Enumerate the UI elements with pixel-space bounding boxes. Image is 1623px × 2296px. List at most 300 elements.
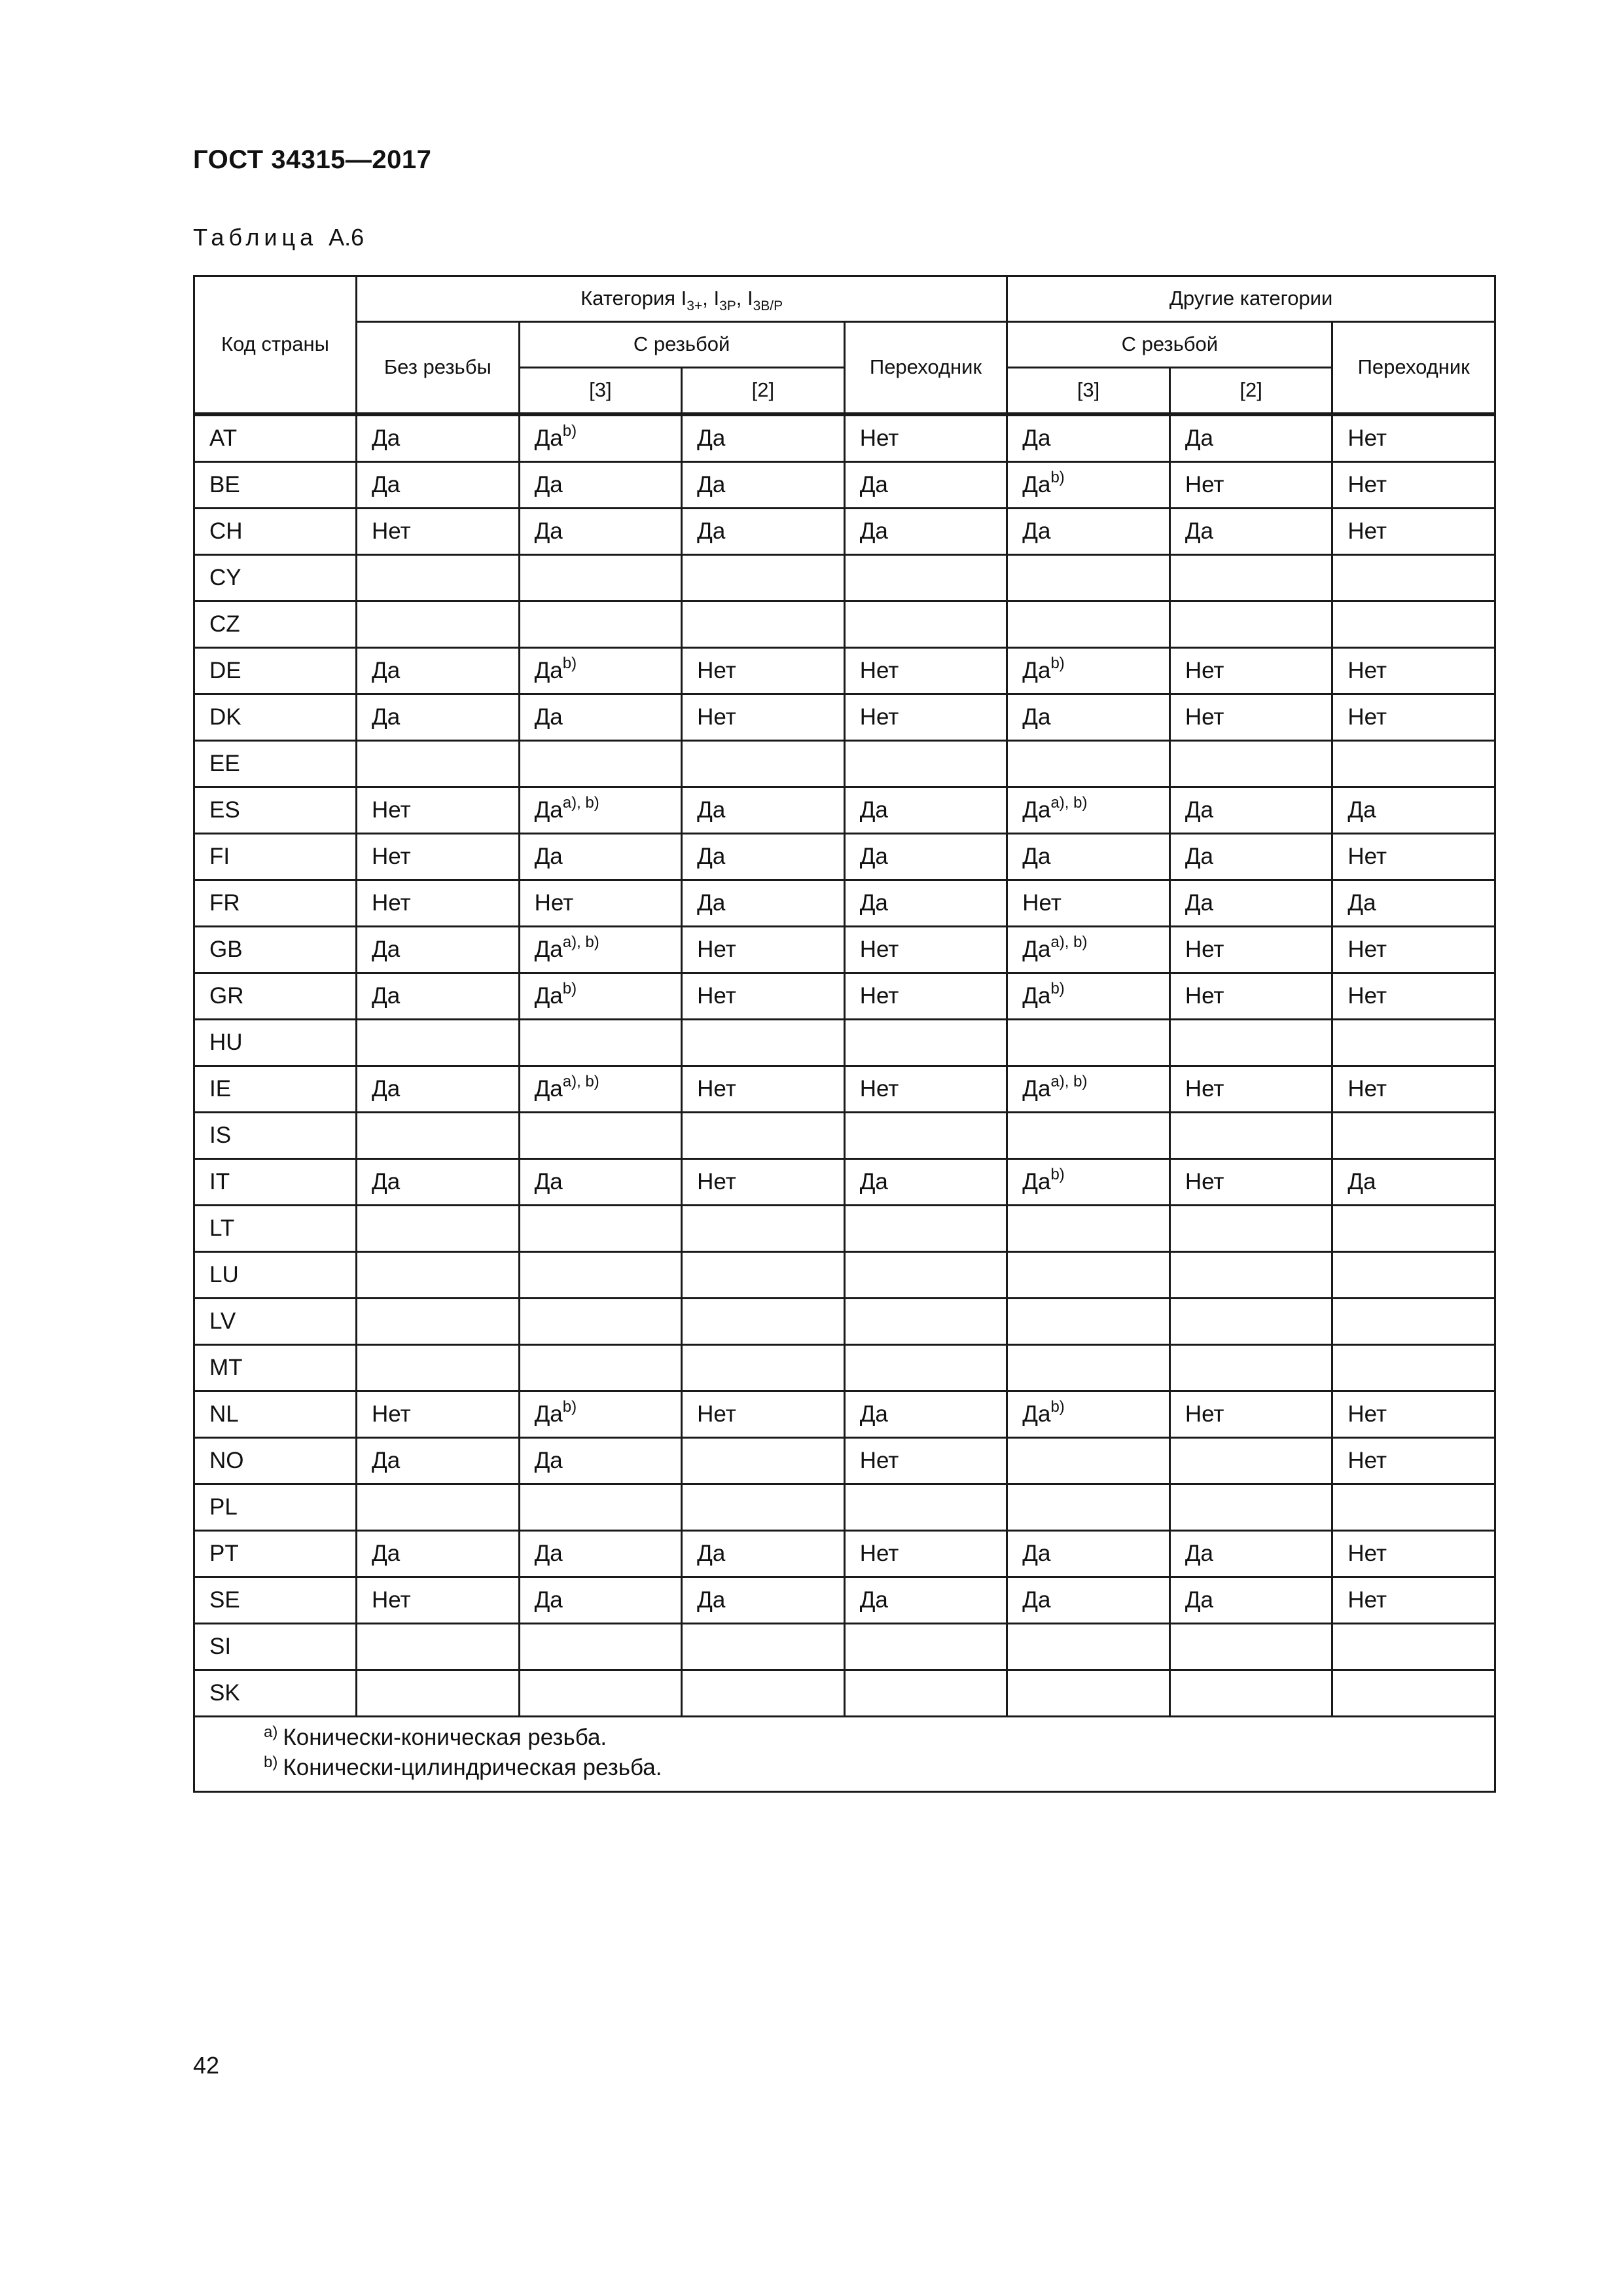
country-code-cell: SK <box>194 1670 357 1717</box>
cell-value: Нет <box>859 704 899 730</box>
cell-value: Да <box>534 472 563 497</box>
table-cell <box>1169 462 1332 509</box>
table-container <box>193 275 1494 1793</box>
table-cell <box>682 1438 845 1484</box>
notes-cell <box>194 1717 1495 1792</box>
table-cell <box>844 1670 1007 1717</box>
cell-value: Да <box>1022 658 1051 683</box>
cell-value: Да <box>534 658 563 683</box>
cell-value: Нет <box>697 937 736 962</box>
cell-value: Нет <box>859 425 899 451</box>
cell-value: Да <box>697 472 726 497</box>
cell-value: Да <box>1347 1169 1376 1194</box>
table-cell <box>1332 880 1495 927</box>
table-cell <box>1169 1624 1332 1670</box>
table-cell <box>1007 601 1170 648</box>
table-body <box>194 414 1495 1717</box>
cell-value: Да <box>372 1076 401 1102</box>
country-code-cell: IE <box>194 1066 357 1113</box>
page-number: 42 <box>193 2052 220 2079</box>
cell-value: Нет <box>372 1587 411 1613</box>
table-cell <box>519 927 682 973</box>
table-cell <box>844 973 1007 1020</box>
header-group-other-categories: Другие категории <box>1007 276 1495 322</box>
table-row <box>194 1345 1495 1391</box>
cell-value: Да <box>534 704 563 730</box>
table-cell <box>682 1670 845 1717</box>
table-cell <box>1007 880 1170 927</box>
cell-value: Нет <box>859 1448 899 1473</box>
country-code-cell: SE <box>194 1577 357 1624</box>
table-cell <box>682 834 845 880</box>
table-cell <box>1007 694 1170 741</box>
table-cell <box>1169 1066 1332 1113</box>
table-cell <box>1332 414 1495 462</box>
connections-table <box>193 275 1496 1793</box>
header-row-2 <box>194 322 1495 368</box>
cell-value: Нет <box>372 1401 411 1427</box>
table-row <box>194 1113 1495 1159</box>
footnote-mark: b) <box>562 422 577 440</box>
table-cell <box>519 414 682 462</box>
table-cell <box>519 1066 682 1113</box>
table-cell <box>357 787 520 834</box>
cell-value: Нет <box>372 890 411 916</box>
table-cell <box>1169 1484 1332 1531</box>
table-cell <box>519 1113 682 1159</box>
cell-value: Да <box>1022 704 1051 730</box>
table-row <box>194 1206 1495 1252</box>
table-cell <box>519 1391 682 1438</box>
table-cell <box>1007 1531 1170 1577</box>
table-cell <box>1169 880 1332 927</box>
table-cell <box>519 1206 682 1252</box>
table-cell <box>682 1206 845 1252</box>
table-cell <box>1332 973 1495 1020</box>
header-adapter-1: Переходник <box>844 322 1007 415</box>
table-cell <box>519 1020 682 1066</box>
table-cell <box>357 1577 520 1624</box>
cell-value: Да <box>534 797 563 823</box>
cell-value: Да <box>1347 890 1376 916</box>
note-a-mark: a) <box>264 1723 278 1741</box>
table-cell <box>357 1020 520 1066</box>
table-cell <box>682 1391 845 1438</box>
table-row <box>194 601 1495 648</box>
table-cell <box>519 555 682 601</box>
table-row <box>194 1252 1495 1299</box>
cell-value: Нет <box>1185 658 1224 683</box>
cell-value: Да <box>1022 983 1051 1009</box>
header-ref-3-b: [3] <box>1007 368 1170 415</box>
table-cell <box>844 694 1007 741</box>
table-cell <box>844 648 1007 694</box>
cell-value: Да <box>859 1401 888 1427</box>
table-cell <box>1332 1577 1495 1624</box>
table-row <box>194 1624 1495 1670</box>
table-cell <box>682 1484 845 1531</box>
table-cell <box>682 1531 845 1577</box>
table-cell <box>357 1159 520 1206</box>
table-cell <box>519 1670 682 1717</box>
header-with-thread-1: С резьбой <box>519 322 844 368</box>
table-cell <box>357 1345 520 1391</box>
table-cell <box>357 414 520 462</box>
header-group-category-i3 <box>357 276 1007 322</box>
note-b-text: Конически-цилиндрическая резьба. <box>283 1755 662 1780</box>
table-cell <box>844 1484 1007 1531</box>
country-code-cell: EE <box>194 741 357 787</box>
table-cell <box>1007 1484 1170 1531</box>
header-with-thread-2: С резьбой <box>1007 322 1332 368</box>
note-a-text: Конически-коническая резьба. <box>283 1725 607 1750</box>
cell-value: Нет <box>1185 1401 1224 1427</box>
table-cell <box>1007 462 1170 509</box>
table-cell <box>682 509 845 555</box>
header-country-code: Код страны <box>194 276 357 415</box>
country-code-cell: DE <box>194 648 357 694</box>
cell-value: Нет <box>859 658 899 683</box>
cell-value: Нет <box>1347 1541 1387 1566</box>
table-cell <box>357 1299 520 1345</box>
cell-value: Да <box>859 890 888 916</box>
table-cell <box>1169 1670 1332 1717</box>
cell-value: Нет <box>1347 937 1387 962</box>
table-cell <box>357 834 520 880</box>
table-cell <box>1007 973 1170 1020</box>
table-cell <box>357 648 520 694</box>
cell-value: Да <box>372 1541 401 1566</box>
country-code-cell: LV <box>194 1299 357 1345</box>
cell-value: Да <box>372 658 401 683</box>
cell-value: Да <box>534 1448 563 1473</box>
table-row <box>194 1066 1495 1113</box>
document-header: ГОСТ 34315—2017 <box>193 145 432 174</box>
country-code-cell: PL <box>194 1484 357 1531</box>
table-row <box>194 555 1495 601</box>
table-cell <box>357 1113 520 1159</box>
table-row <box>194 1020 1495 1066</box>
table-cell <box>844 509 1007 555</box>
table-cell <box>519 1345 682 1391</box>
table-cell <box>519 1577 682 1624</box>
table-cell <box>357 509 520 555</box>
table-row <box>194 1159 1495 1206</box>
country-code-cell: CH <box>194 509 357 555</box>
table-cell <box>1007 787 1170 834</box>
cell-value: Да <box>1022 1541 1051 1566</box>
table-cell <box>1007 1020 1170 1066</box>
cell-value: Нет <box>1347 704 1387 730</box>
table-cell <box>357 927 520 973</box>
cell-value: Да <box>534 1587 563 1613</box>
header-row-1 <box>194 276 1495 322</box>
cell-value: Да <box>372 704 401 730</box>
table-cell <box>1332 1066 1495 1113</box>
country-code-cell: BE <box>194 462 357 509</box>
table-cell <box>357 1252 520 1299</box>
cell-value: Да <box>1185 518 1213 544</box>
table-cell <box>682 787 845 834</box>
table-cell <box>1169 555 1332 601</box>
table-cell <box>357 1066 520 1113</box>
cell-value: Да <box>1022 1076 1051 1102</box>
cell-value: Да <box>697 518 726 544</box>
table-cell <box>1007 1577 1170 1624</box>
cell-value: Да <box>534 983 563 1009</box>
cell-value: Да <box>1022 1169 1051 1194</box>
cell-value: Да <box>372 472 401 497</box>
table-cell <box>1007 1624 1170 1670</box>
table-cell <box>1007 1206 1170 1252</box>
table-row <box>194 741 1495 787</box>
cell-value: Да <box>1022 797 1051 823</box>
table-cell <box>519 509 682 555</box>
country-code-cell: IT <box>194 1159 357 1206</box>
table-row <box>194 787 1495 834</box>
table-cell <box>1007 1391 1170 1438</box>
country-code-cell: GR <box>194 973 357 1020</box>
table-cell <box>1007 834 1170 880</box>
table-cell <box>519 1299 682 1345</box>
country-code-cell: LT <box>194 1206 357 1252</box>
table-cell <box>1169 1577 1332 1624</box>
table-cell <box>1169 648 1332 694</box>
table-cell <box>357 555 520 601</box>
cell-value: Да <box>1185 844 1213 869</box>
country-code-cell: CY <box>194 555 357 601</box>
table-cell <box>1332 1531 1495 1577</box>
table-cell <box>1007 414 1170 462</box>
cell-value: Да <box>697 425 726 451</box>
cell-value: Нет <box>1022 890 1061 916</box>
country-code-cell: FI <box>194 834 357 880</box>
cell-value: Да <box>1347 797 1376 823</box>
table-cell <box>844 880 1007 927</box>
table-cell <box>682 1020 845 1066</box>
table-cell <box>357 1206 520 1252</box>
country-code-cell: PT <box>194 1531 357 1577</box>
table-row <box>194 1670 1495 1717</box>
table-cell <box>682 1577 845 1624</box>
footnote-mark: a), b) <box>562 794 599 812</box>
table-cell <box>1332 1113 1495 1159</box>
cell-value: Да <box>1022 937 1051 962</box>
country-code-cell: MT <box>194 1345 357 1391</box>
cell-value: Нет <box>1185 937 1224 962</box>
footnote-mark: a), b) <box>1050 933 1088 951</box>
cell-value: Да <box>372 937 401 962</box>
subscript-3plus: 3+ <box>687 298 703 314</box>
table-cell <box>519 973 682 1020</box>
table-cell <box>1007 555 1170 601</box>
cell-value: Нет <box>697 704 736 730</box>
country-code-cell: CZ <box>194 601 357 648</box>
country-code-cell: FR <box>194 880 357 927</box>
table-cell <box>682 1345 845 1391</box>
table-cell <box>519 834 682 880</box>
cell-value: Да <box>534 1169 563 1194</box>
footnote-mark: b) <box>1050 469 1065 486</box>
table-cell <box>1332 1299 1495 1345</box>
cell-value: Да <box>697 797 726 823</box>
footnote-mark: a), b) <box>1050 1073 1088 1090</box>
table-cell <box>1169 1345 1332 1391</box>
table-cell <box>682 741 845 787</box>
table-cell <box>519 1531 682 1577</box>
table-cell <box>1332 1670 1495 1717</box>
cell-value: Нет <box>1185 1076 1224 1102</box>
note-b-mark: b) <box>264 1753 278 1771</box>
cell-value: Да <box>1022 1401 1051 1427</box>
table-cell <box>844 462 1007 509</box>
table-row <box>194 1391 1495 1438</box>
cell-value: Да <box>372 1169 401 1194</box>
table-row <box>194 1531 1495 1577</box>
table-cell <box>682 880 845 927</box>
cell-value: Нет <box>534 890 574 916</box>
table-cell <box>682 1624 845 1670</box>
table-cell <box>1007 1670 1170 1717</box>
table-cell <box>682 414 845 462</box>
table-cell <box>1169 927 1332 973</box>
cell-value: Нет <box>697 658 736 683</box>
cell-value: Да <box>1185 797 1213 823</box>
country-code-cell: LU <box>194 1252 357 1299</box>
header-group-sep-2: , I <box>736 287 753 310</box>
table-cell <box>1332 1624 1495 1670</box>
table-cell <box>1007 1299 1170 1345</box>
header-ref-3-a: [3] <box>519 368 682 415</box>
table-cell <box>844 1438 1007 1484</box>
country-code-cell: SI <box>194 1624 357 1670</box>
table-cell <box>1169 414 1332 462</box>
cell-value: Да <box>1022 844 1051 869</box>
table-cell <box>1332 1345 1495 1391</box>
table-cell <box>844 927 1007 973</box>
table-cell <box>1332 601 1495 648</box>
footnote-mark: b) <box>562 655 577 672</box>
table-cell <box>519 694 682 741</box>
table-cell <box>1169 1020 1332 1066</box>
table-cell <box>357 741 520 787</box>
table-cell <box>1169 1531 1332 1577</box>
table-cell <box>844 1391 1007 1438</box>
cell-value: Нет <box>1347 425 1387 451</box>
header-no-thread: Без резьбы <box>357 322 520 415</box>
table-cell <box>357 1391 520 1438</box>
table-cell <box>844 1577 1007 1624</box>
table-cell <box>1332 694 1495 741</box>
cell-value: Да <box>697 1587 726 1613</box>
footnote-mark: a), b) <box>1050 794 1088 812</box>
cell-value: Да <box>859 472 888 497</box>
table-cell <box>1169 973 1332 1020</box>
table-cell <box>1169 509 1332 555</box>
table-cell <box>682 927 845 973</box>
header-adapter-2: Переходник <box>1332 322 1495 415</box>
table-cell <box>1007 509 1170 555</box>
table-row <box>194 880 1495 927</box>
cell-value: Нет <box>697 1169 736 1194</box>
table-cell <box>844 1624 1007 1670</box>
cell-value: Нет <box>697 983 736 1009</box>
table-cell <box>844 555 1007 601</box>
cell-value: Нет <box>1347 844 1387 869</box>
cell-value: Нет <box>859 1076 899 1102</box>
country-code-cell: AT <box>194 414 357 462</box>
table-cell <box>519 1624 682 1670</box>
table-cell <box>844 1345 1007 1391</box>
table-cell <box>844 1066 1007 1113</box>
cell-value: Нет <box>859 937 899 962</box>
cell-value: Нет <box>1347 658 1387 683</box>
cell-value: Да <box>372 983 401 1009</box>
table-cell <box>519 1252 682 1299</box>
table-cell <box>1332 741 1495 787</box>
note-b <box>264 1754 1494 1784</box>
table-cell <box>1169 1252 1332 1299</box>
table-row <box>194 834 1495 880</box>
table-cell <box>844 601 1007 648</box>
cell-value: Нет <box>1347 1401 1387 1427</box>
cell-value: Да <box>1185 1587 1213 1613</box>
cell-value: Да <box>372 1448 401 1473</box>
table-cell <box>1332 1438 1495 1484</box>
table-cell <box>844 834 1007 880</box>
table-row <box>194 462 1495 509</box>
note-a <box>264 1724 1494 1754</box>
cell-value: Да <box>534 1401 563 1427</box>
cell-value: Да <box>534 1541 563 1566</box>
country-code-cell: ES <box>194 787 357 834</box>
table-row <box>194 694 1495 741</box>
table-row <box>194 414 1495 462</box>
table-row <box>194 1299 1495 1345</box>
table-cell <box>519 741 682 787</box>
cell-value: Нет <box>859 1541 899 1566</box>
table-cell <box>1169 1299 1332 1345</box>
table-cell <box>1332 1206 1495 1252</box>
table-cell <box>844 1299 1007 1345</box>
country-code-cell: HU <box>194 1020 357 1066</box>
table-cell <box>1332 834 1495 880</box>
table-cell <box>1007 1159 1170 1206</box>
cell-value: Нет <box>1347 1076 1387 1102</box>
table-cell <box>1007 1252 1170 1299</box>
table-cell <box>1169 834 1332 880</box>
table-cell <box>357 1484 520 1531</box>
table-cell <box>357 1531 520 1577</box>
table-cell <box>1007 1113 1170 1159</box>
cell-value: Да <box>1185 425 1213 451</box>
cell-value: Нет <box>859 983 899 1009</box>
table-cell <box>519 1438 682 1484</box>
notes-row <box>194 1717 1495 1792</box>
footnote-mark: b) <box>562 980 577 997</box>
footnote-mark: a), b) <box>562 933 599 951</box>
table-cell <box>519 601 682 648</box>
footnote-mark: b) <box>562 1398 577 1416</box>
cell-value: Нет <box>1347 1587 1387 1613</box>
header-group-category-i3-prefix: Категория I <box>580 287 687 310</box>
country-code-cell: DK <box>194 694 357 741</box>
table-cell <box>519 1484 682 1531</box>
subscript-3bp: 3B/P <box>753 298 783 314</box>
footnote-mark: a), b) <box>562 1073 599 1090</box>
cell-value: Нет <box>1347 1448 1387 1473</box>
cell-value: Да <box>1022 518 1051 544</box>
